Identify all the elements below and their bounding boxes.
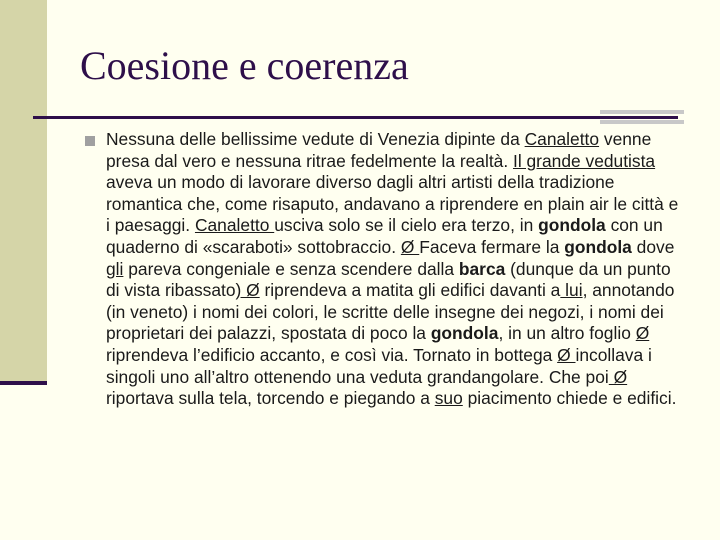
slide-title: Coesione e coerenza xyxy=(80,43,409,88)
underlined-text-segment: Ø xyxy=(635,323,650,344)
text-segment: , in un altro foglio xyxy=(498,323,636,344)
underlined-text-segment: Ø xyxy=(557,344,576,365)
text-segment: usciva solo se il cielo era terzo, in xyxy=(274,215,539,236)
text-segment: piacimento chiede e edifici. xyxy=(462,388,677,409)
title-rule-accent-top xyxy=(600,110,684,114)
text-segment: (dunque da un punto di vista ribassato xyxy=(106,258,671,301)
underlined-text-segment: Il grande vedutista xyxy=(512,150,656,171)
text-segment: riprendeva a matita gli edifici davanti a xyxy=(259,280,561,301)
bullet-paragraph xyxy=(106,129,682,410)
underlined-text-segment: Canaletto xyxy=(194,215,275,236)
underlined-text-segment: Ø xyxy=(608,366,628,387)
left-decor-bar-end xyxy=(0,381,47,385)
underlined-text-segment: lui xyxy=(560,280,583,301)
text-segment: pareva congeniale e senza scendere dalla xyxy=(123,258,459,279)
title-rule-accent-bottom xyxy=(600,120,684,124)
underlined-text-segment: Ø xyxy=(400,236,420,257)
bold-text-segment: gondola xyxy=(430,323,499,344)
text-segment: riprendeva l’edificio accanto, e così via. Tornato in bottega xyxy=(106,344,558,365)
text-segment: con un quaderno di «scaraboti» sottobraccio. xyxy=(106,215,663,257)
text-segment: dove xyxy=(631,236,675,257)
bold-text-segment: gondola xyxy=(564,236,632,257)
bullet-square-icon xyxy=(85,136,95,146)
bold-text-segment: barca xyxy=(458,258,506,279)
text-segment: aveva un modo di lavorare diverso dagli altri artisti della tradizione romantica che, come risaputo, andavano a riprendere en plain air le città e i paesaggi. xyxy=(106,172,679,236)
underlined-text-segment: suo xyxy=(434,388,463,409)
text-segment: Faceva fermare la xyxy=(419,236,565,257)
underlined-text-segment: gli xyxy=(106,258,124,279)
title-rule xyxy=(33,116,678,119)
underlined-text-segment: Canaletto xyxy=(524,129,600,149)
bold-text-segment: gondola xyxy=(538,215,606,236)
underlined-text-segment: ) Ø xyxy=(235,280,260,301)
text-segment: incollava i singoli uno all’altro ottenendo una veduta grandangolare. Che poi xyxy=(106,344,652,387)
text-segment: venne presa dal vero e nessuna ritrae fedelmente la realtà. xyxy=(106,129,652,171)
text-segment: Nessuna delle bellissime vedute di Venezia dipinte da xyxy=(106,129,525,149)
text-segment: , annotando (in veneto) i nomi dei colori, le scritte delle insegne dei negozi, i nomi dei proprietari dei palazzi, spostata di poco la xyxy=(106,280,675,344)
text-segment: riportava sulla tela, torcendo e piegando a xyxy=(106,388,435,409)
left-decor-bar xyxy=(0,0,47,383)
